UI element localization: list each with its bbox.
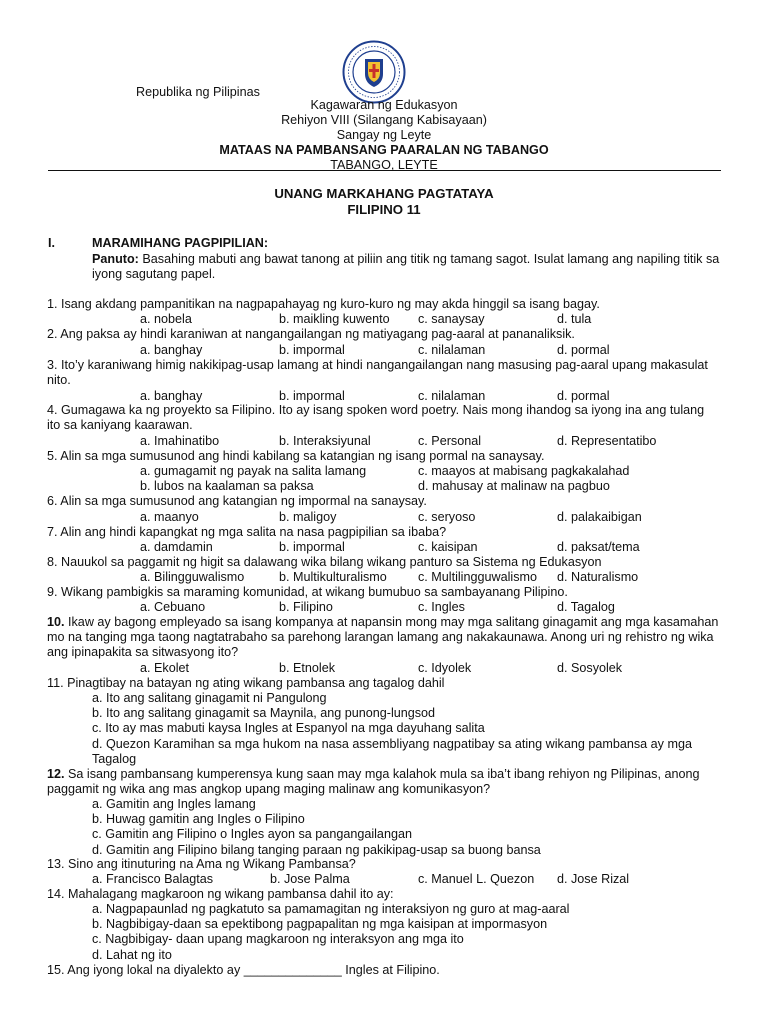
option-b: b. Etnolek <box>279 661 336 675</box>
option-a: a. damdamin <box>140 540 213 554</box>
question-3-options <box>0 389 768 404</box>
option-b: b. lubos na kaalaman sa paksa <box>140 479 314 493</box>
option-a: a. gumagamit ng payak na salita lamang <box>140 464 367 478</box>
question-1: 1. Isang akdang pampanitikan na nagpapahayag ng kuro-kuro ng may akda hinggil sa isang bagay. <box>47 297 600 311</box>
exam-title-block <box>0 186 768 218</box>
option-c: c. Gamitin ang Filipino o Ingles ayon sa pangangailangan <box>92 827 412 842</box>
option-c: c. nilalaman <box>418 389 486 403</box>
option-b: b. impormal <box>279 343 345 357</box>
question-2-options <box>0 343 768 358</box>
option-a: a. banghay <box>140 389 203 403</box>
question-15: 15. Ang iyong lokal na diyalekto ay ______________ Ingles at Filipino. <box>47 963 440 977</box>
question-6-options <box>0 510 768 525</box>
question-12-text: Sa isang pambansang kumperensya kung saan may mga kalahok mula sa iba’t ibang rehiyon ng Pilipinas, anong paggamit ng wika ang mas angkop upang maging malinaw ang komunikasyon? <box>47 767 700 797</box>
question-10-options <box>0 661 768 676</box>
option-a: a. nobela <box>140 312 192 326</box>
question-10 <box>47 615 719 661</box>
question-3: 3. Ito’y karaniwang himig nakikipag-usap lamang at hindi nangangailangan nang masusing pag-aaral upang makasulat nito. <box>47 358 708 388</box>
option-a: a. Gamitin ang Ingles lamang <box>92 797 256 811</box>
option-a: a. Ekolet <box>140 661 190 675</box>
question-9-options <box>0 600 768 615</box>
option-d: d. Quezon Karamihan sa mga hukom na nasa assembliyang nagpatibay sa ating wikang pambansa ay mga Tagalog <box>92 736 692 766</box>
school-header <box>0 98 768 173</box>
question-12-number: 12. <box>47 767 65 781</box>
option-d: d. Tagalog <box>557 600 615 614</box>
option-b: b. Ito ang salitang ginagamit sa Maynila, ang punong-lungsod <box>92 706 436 721</box>
exam-title: UNANG MARKAHANG PAGTATAYA <box>274 186 494 201</box>
question-5: 5. Alin sa mga sumusunod ang hindi kabilang sa katangian ng isang pormal na sanaysay. <box>47 449 545 463</box>
option-b: b. Huwag gamitin ang Ingles o Filipino <box>92 812 305 827</box>
exam-subject: FILIPINO 11 <box>347 202 421 217</box>
option-c: c. Idyolek <box>418 661 472 675</box>
option-d: d. paksat/tema <box>557 540 640 554</box>
option-c: c. maayos at mabisang pagkakalahad <box>418 464 630 478</box>
option-c: c. Personal <box>418 434 481 448</box>
question-12 <box>47 767 719 797</box>
option-d: d. pormal <box>557 343 610 357</box>
option-d: d. palakaibigan <box>557 510 642 524</box>
deped-seal-icon <box>342 40 406 104</box>
department-label: Kagawaran ng Edukasyon <box>310 98 458 112</box>
option-d: d. Jose Rizal <box>557 872 630 886</box>
option-a: a. Cebuano <box>140 600 206 614</box>
option-a: a. Nagpapaunlad ng pagkatuto sa pamamagitan ng interaksiyon ng guro at mag-aaral <box>92 902 570 916</box>
option-d: d. tula <box>557 312 592 326</box>
option-a: a. Francisco Balagtas <box>92 872 214 886</box>
question-13-options <box>0 872 768 887</box>
question-4: 4. Gumagawa ka ng proyekto sa Filipino. Ito ay isang spoken word poetry. Nais mong ihandog sa iyong ina ang tulang ito sa kaniyang kaarawan. <box>47 403 705 433</box>
school-name: MATAAS NA PAMBANSANG PAARALAN NG TABANGO <box>219 143 549 157</box>
option-d: d. mahusay at malinaw na pagbuo <box>418 479 610 493</box>
school-location: TABANGO, LEYTE <box>330 158 438 172</box>
question-6: 6. Alin sa mga sumusunod ang katangian ng impormal na sanaysay. <box>47 494 427 508</box>
option-a: a. banghay <box>140 343 203 357</box>
question-11-options <box>92 691 712 767</box>
question-14-options <box>92 902 712 963</box>
question-10-text: Ikaw ay bagong empleyado sa isang kompanya at napansin mong may mga salitang ginagamit ang mga kasamahan mo na tanging mga taong nagtatrabaho sa parehong larangan lamang ang nakakaunawa. Anong uri ng rehistro ng wika ang ipinapakita sa sitwasyong ito? <box>47 615 719 660</box>
question-10-number: 10. <box>47 615 65 629</box>
option-c: c. kaisipan <box>418 540 478 554</box>
option-b: b. maikling kuwento <box>279 312 390 326</box>
question-2: 2. Ang paksa ay hindi karaniwan at nangangailangan ng matiyagang pag-aaral at pananaliksik. <box>47 327 575 341</box>
option-c: c. Multilingguwalismo <box>418 570 537 584</box>
option-c: c. Nagbibigay- daan upang magkaroon ng interaksyon ang mga ito <box>92 932 464 947</box>
option-d: d. Naturalismo <box>557 570 639 584</box>
division-label: Sangay ng Leyte <box>336 128 432 142</box>
question-7-options <box>0 540 768 555</box>
republic-label: Republika ng Pilipinas <box>136 85 260 99</box>
question-5-options-row-1 <box>0 464 768 479</box>
section-title: MARAMIHANG PAGPIPILIAN: <box>92 236 269 250</box>
question-9: 9. Wikang pambigkis sa maraming komunidad, at wikang bumubuo sa sambayanang Pilipino. <box>47 585 568 599</box>
option-b: b. Filipino <box>279 600 333 614</box>
option-a: a. Imahinatibo <box>140 434 220 448</box>
option-d: d. Sosyolek <box>557 661 623 675</box>
question-8-options <box>0 570 768 585</box>
question-7: 7. Alin ang hindi kapangkat ng mga salita na nasa pagpipilian sa ibaba? <box>47 525 447 539</box>
option-a: a. Ito ang salitang ginagamit ni Pangulong <box>92 691 327 705</box>
option-b: b. impormal <box>279 389 345 403</box>
option-b: b. impormal <box>279 540 345 554</box>
question-8: 8. Nauukol sa paggamit ng higit sa dalawang wika bilang wikang panturo sa Sistema ng Edukasyon <box>47 555 602 569</box>
option-c: c. nilalaman <box>418 343 486 357</box>
option-d: d. Gamitin ang Filipino bilang tanging paraan ng pakikipag-usap sa buong bansa <box>92 842 541 857</box>
section-number: I. <box>48 236 55 250</box>
instructions <box>92 252 724 282</box>
option-c: c. Ingles <box>418 600 465 614</box>
option-d: d. pormal <box>557 389 610 403</box>
question-5-options-row-2 <box>0 479 768 494</box>
option-b: b. Jose Palma <box>270 872 350 886</box>
question-1-options <box>0 312 768 327</box>
question-4-options <box>0 434 768 449</box>
option-a: a. maanyo <box>140 510 199 524</box>
option-c: c. Ito ay mas mabuti kaysa Ingles at Espanyol na mga dayuhang salita <box>92 721 485 736</box>
option-a: a. Bilingguwalismo <box>140 570 245 584</box>
option-b: b. Multikulturalismo <box>279 570 387 584</box>
option-c: c. seryoso <box>418 510 476 524</box>
option-d: d. Lahat ng ito <box>92 947 172 962</box>
question-11: 11. Pinagtibay na batayan ng ating wikang pambansa ang tagalog dahil <box>47 676 445 690</box>
header-divider <box>48 170 721 171</box>
question-14: 14. Mahalagang magkaroon ng wikang pambansa dahil ito ay: <box>47 887 394 901</box>
option-b: b. Nagbibigay-daan sa epektibong pagpapalitan ng mga kaisipan at impormasyon <box>92 917 548 932</box>
option-b: b. Interaksiyunal <box>279 434 371 448</box>
instructions-text: Basahing mabuti ang bawat tanong at piliin ang titik ng tamang sagot. Isulat lamang ang napiling titik sa iyong sagutang papel. <box>92 252 720 282</box>
option-c: c. sanaysay <box>418 312 485 326</box>
instructions-label: Panuto: <box>92 252 139 266</box>
option-d: d. Representatibo <box>557 434 657 448</box>
question-12-options <box>92 797 712 858</box>
option-c: c. Manuel L. Quezon <box>418 872 535 886</box>
region-label: Rehiyon VIII (Silangang Kabisayaan) <box>281 113 487 127</box>
question-13: 13. Sino ang itinuturing na Ama ng Wikang Pambansa? <box>47 857 356 871</box>
option-b: b. maligoy <box>279 510 337 524</box>
